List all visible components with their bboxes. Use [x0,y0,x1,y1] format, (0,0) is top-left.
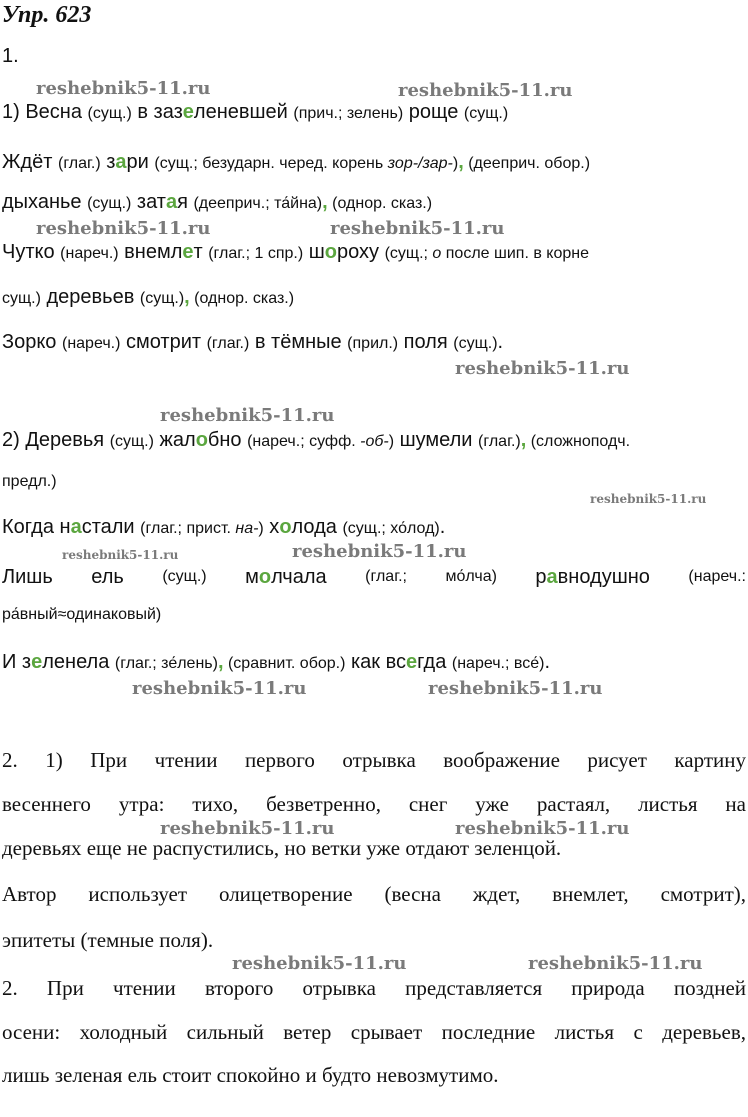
analysis-line-7: 2) Деревья (сущ.) жалобно (нареч.; суфф. -об-) шумели (глаг.), (сложноподч. [2,429,631,451]
analysis-line-6: Зорко (нареч.) смотрит (глаг.) в тёмные (прил.) поля (сущ.). [2,331,504,353]
analysis-line-12: И зеленела (глаг.; зе́лень), (сравнит. обор.) как всегда (нареч.; все́). [2,651,550,673]
watermark: reshebnik5-11.ru [292,541,467,562]
part1-number: 1. [2,45,19,67]
watermark: reshebnik5-11.ru [330,218,505,239]
analysis-line-2: Ждёт (глаг.) зари (сущ.; безударн. черед. корень зор-/зар-), (дееприч. обор.) [2,151,591,173]
watermark: reshebnik5-11.ru [62,548,179,562]
analysis-line-3: дыханье (сущ.) затая (дееприч.; та́йна), (однор. сказ.) [2,191,433,213]
part2-paragraph-2-line-1: Автор использует олицетворение (весна ждет, внемлет, смотрит), [2,882,746,906]
part2-paragraph-3-line-2: осени: холодный сильный ветер срывает последние листья с деревьев, [2,1020,746,1044]
analysis-line-10: Лишь ель (сущ.) молчала (глаг.; мо́лча) равнодушно (нареч.: [2,566,746,588]
analysis-line-9: Когда настали (глаг.; прист. на-) холода (сущ.; хо́лод). [2,516,446,538]
watermark: reshebnik5-11.ru [528,953,703,974]
part2-paragraph-1-line-3: деревьях еще не распустились, но ветки уже отдают зеленцой. [2,836,562,860]
part2-paragraph-2-line-2: эпитеты (темные поля). [2,928,214,952]
watermark: reshebnik5-11.ru [398,80,573,101]
exercise-title: Упр. 623 [2,2,92,28]
analysis-line-8: предл.) [2,473,57,490]
watermark: reshebnik5-11.ru [455,358,630,379]
watermark: reshebnik5-11.ru [590,492,707,506]
part2-paragraph-3-line-3: лишь зеленая ель стоит спокойно и будто невозмутимо. [2,1063,499,1087]
analysis-line-11: ра́вный≈одинаковый) [2,606,162,623]
analysis-line-5: сущ.) деревьев (сущ.), (однор. сказ.) [2,286,295,308]
analysis-line-1: 1) Весна (сущ.) в зазеленевшей (прич.; зелень) роще (сущ.) [2,101,509,123]
watermark: reshebnik5-11.ru [36,218,211,239]
part2-paragraph-1-line-1: 2. 1) При чтении первого отрывка воображение рисует картину [2,748,746,772]
part2-paragraph-1-line-2: весеннего утра: тихо, безветренно, снег уже растаял, листья на [2,792,746,816]
watermark: reshebnik5-11.ru [160,405,335,426]
watermark: reshebnik5-11.ru [132,678,307,699]
analysis-line-4: Чутко (нареч.) внемлет (глаг.; 1 спр.) шороху (сущ.; о после шип. в корне [2,241,589,263]
watermark: reshebnik5-11.ru [160,818,335,839]
watermark: reshebnik5-11.ru [428,678,603,699]
watermark: reshebnik5-11.ru [455,818,630,839]
watermark: reshebnik5-11.ru [232,953,407,974]
watermark: reshebnik5-11.ru [36,78,211,99]
part2-paragraph-3-line-1: 2. При чтении второго отрывка представляется природа поздней [2,976,746,1000]
